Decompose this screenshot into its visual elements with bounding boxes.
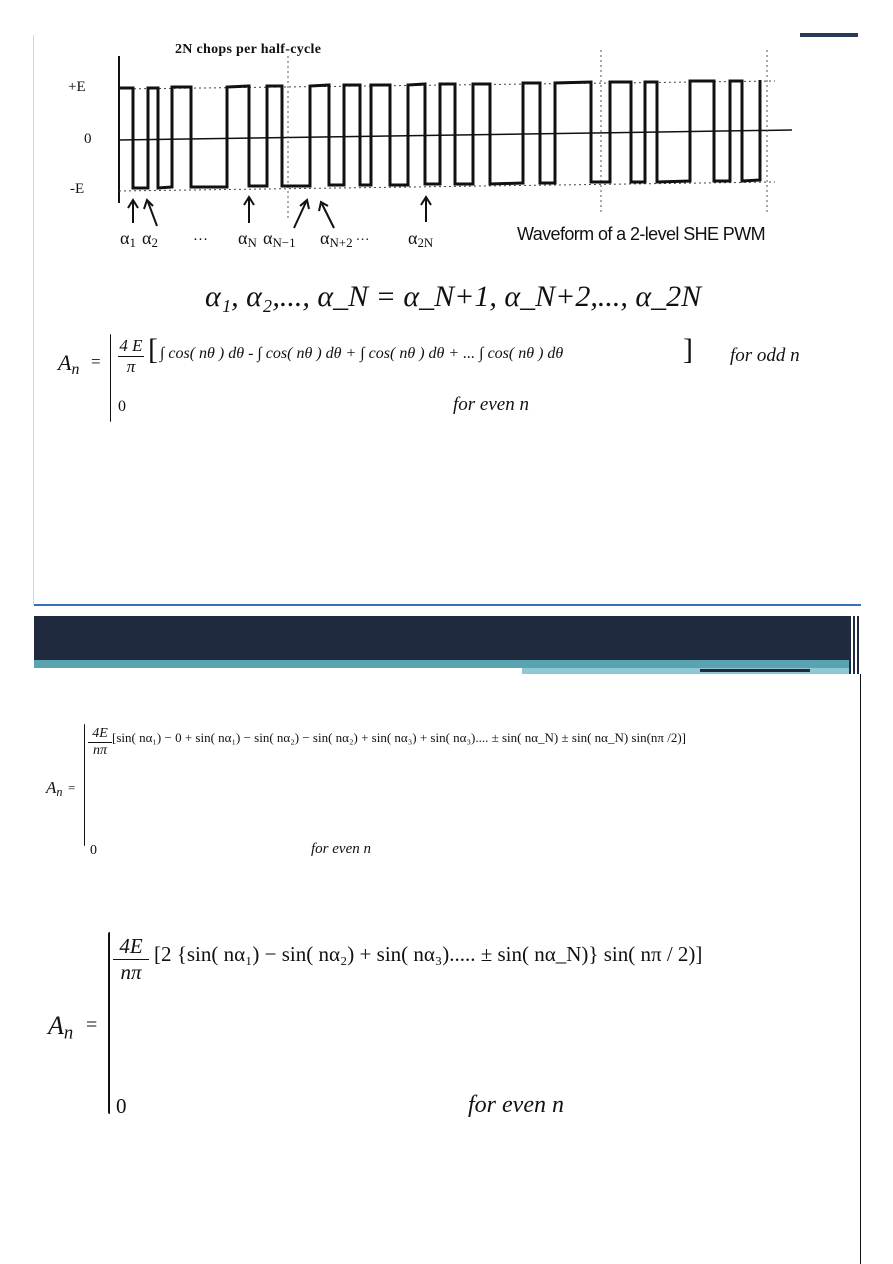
eq3-cond-even: for even n [468,1092,564,1118]
waveform-caption: Waveform of a 2-level SHE PWM [517,224,765,244]
eq3-lhs: A [48,1011,64,1040]
slide-1 [0,0,893,612]
alpha-N-minus-1: α [263,228,273,248]
eq3-coef-den: nπ [120,960,142,984]
alpha-arrows [128,197,431,228]
level-neg-label: -E [70,181,85,197]
eq2-lhs: A [46,778,57,797]
alpha-ellipsis-1: … [193,228,208,244]
alpha-N: α [238,228,248,248]
header-end-ticks [849,616,861,674]
slide-border-right [860,674,861,1264]
slide-border-left [33,35,34,605]
eq2-equals: = [68,780,76,795]
eq1-coef-num: 4 E [119,336,143,355]
eq1-equals: = [91,352,101,371]
eq1-coef-den: π [126,357,136,376]
alpha-2N: α [408,228,418,248]
eq1-body: ∫ cos( nθ ) dθ - ∫ cos( nθ ) dθ + ∫ cos( nθ ) dθ + ... ∫ cos( nθ ) dθ [160,345,564,362]
alpha-labels: $\alpha_1$ $\alpha_2$ … $\alpha_N$ $\alpha_{N-1}$ $\alpha_{N+2}$ ··· $\alpha_{2N}$ [120,228,434,251]
eq2-zero: 0 [90,843,97,858]
header-band [34,616,849,660]
corner-accent [800,33,858,37]
eq2-body: [sin( nα₁) − 0 + sin( nα₁) − sin( nα₂) − sin( nα₂) + sin( nα₃) + sin( nα₃).... ± sin( nα_N) ± sin( nα_N) sin(nπ /2)] [112,730,687,745]
equation-2: $A_n$ = $\frac{4E}{n\pi}$ [sin( nα₁) − 0 + sin( nα₁) − sin( nα₂) − sin( nα₂) + sin( nα₃) + sin( nα₃).... ± sin( nα_N) ± sin( nα_N) sin(nπ /2)] 0 for even n [46,726,687,858]
equation-3: $A_n$ = $\frac{4E}{n\pi}$ [2 {sin( nα₁) − sin( nα₂) + sin( nα₃)..... ± sin( nα_N)} sin( nπ / 2)] 0 for even n [48,934,703,1118]
eq3-brace [108,932,110,1114]
eq3-equals: = [86,1014,98,1036]
eq3-coef-num: 4E [113,934,149,960]
level-pos-label: +E [68,79,86,95]
eq2-brace [84,724,85,846]
slide-2 [0,612,893,1263]
equation-1: $A_n$ = $\frac{4 E}{\pi}$ [ ∫ cos( nθ ) dθ - ∫ cos( nθ ) dθ + ∫ cos( nθ ) dθ + ... ∫ cos( nθ ) dθ ] for odd n 0 for even n [58,328,878,443]
pwm-pulses [119,80,760,188]
eq1-brace [110,334,111,422]
eq3-body: [2 {sin( nα₁) − sin( nα₂) + sin( nα₃)..... ± sin( nα_N)} sin( nπ / 2)] [154,942,703,966]
alpha-2: α [142,228,152,248]
chops-label: 2N chops per half-cycle [175,42,322,57]
eq1-lhs: A [58,350,72,375]
eq2-coef-num: 4E [88,726,112,743]
eq2-cond-even: for even n [311,841,371,857]
eq1-cond-odd: for odd n [730,345,800,366]
alpha-N-plus-2: α [320,228,330,248]
level-zero-label: 0 [84,131,92,147]
eq3-zero: 0 [116,1094,127,1118]
slide-divider [34,604,861,606]
pwm-waveform-path [119,80,760,188]
eq1-cond-even: for even n [453,394,529,415]
eq2-coef-den: nπ [92,743,107,758]
alpha-equation: α₁, α₂,..., α_N = α_N+1, α_N+2,..., α_2N [205,280,702,313]
alpha-1: α [120,228,130,248]
header-stripe-3 [700,669,810,672]
waveform-diagram [60,38,840,268]
eq1-zero: 0 [118,398,126,415]
header-stripe-1 [34,660,849,668]
